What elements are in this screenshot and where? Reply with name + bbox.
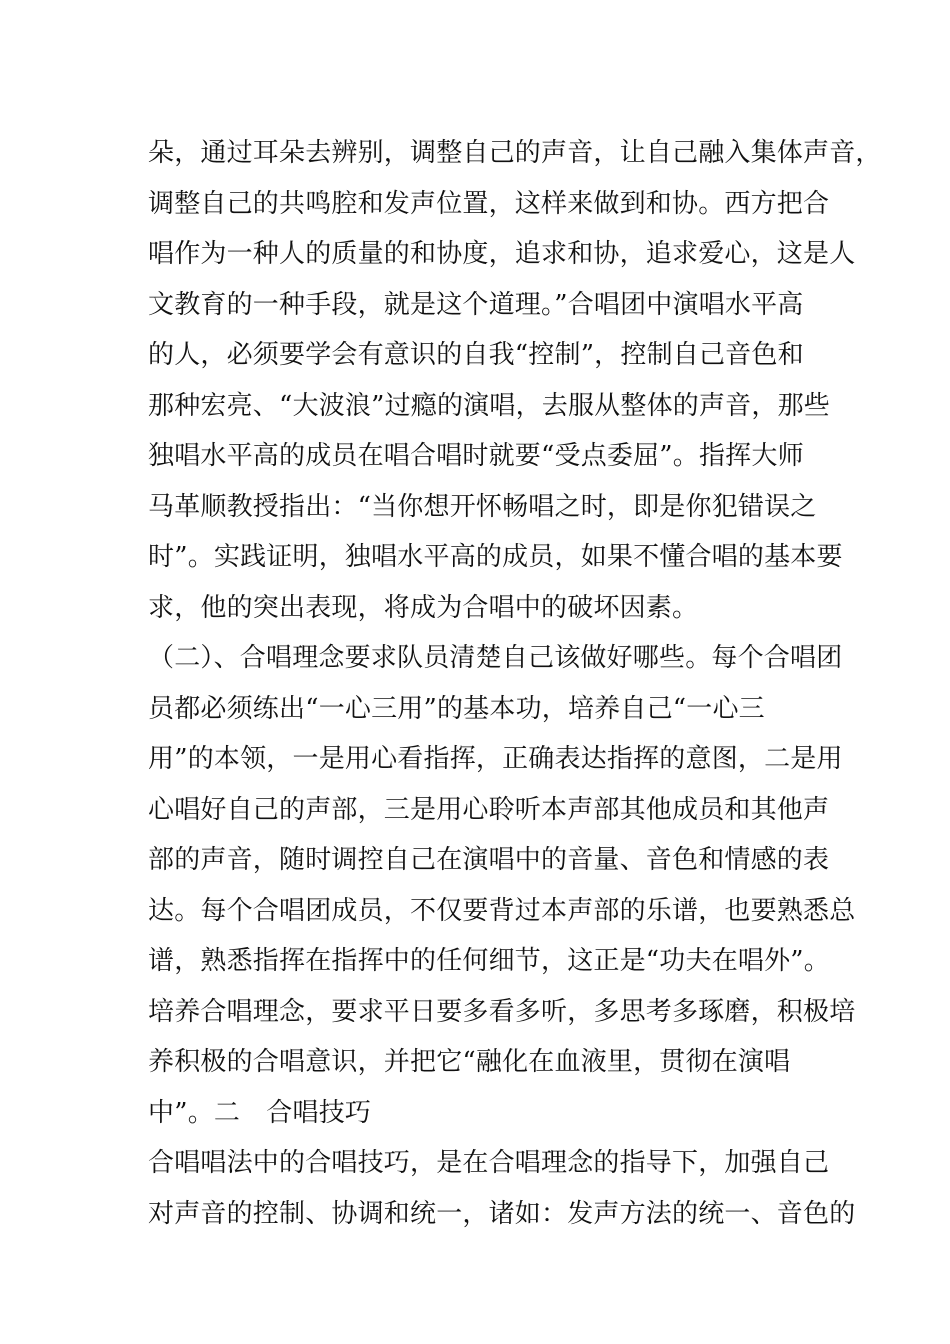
text-line: 用”的本领，一是用心看指挥，正确表达指挥的意图，二是用 [148,744,843,774]
text-line: 唱作为一种人的质量的和协度，追求和协，追求爱心，这是人 [148,239,856,269]
body-text [148,128,882,1239]
text-line: 谱，熟悉指挥在指挥中的任何细节，这正是“功夫在唱外”。 [148,946,830,976]
text-line: 养积极的合唱意识，并把它“融化在血液里，贯彻在演唱 [148,1047,791,1077]
text-line: 调整自己的共鸣腔和发声位置，这样来做到和协。西方把合 [148,188,830,219]
text-line: 对声音的控制、协调和统一，诸如：发声方法的统一、音色的 [148,1198,856,1229]
section-heading-line: （二）、合唱理念要求队员清楚自己该做好哪些。每个合唱团 [148,643,843,673]
text-line: 文教育的一种手段，就是这个道理。”合唱团中演唱水平高 [148,289,804,320]
text-line: 员都必须练出“一心三用”的基本功，培养自己“一心三 [148,693,765,724]
text-line: 心唱好自己的声部，三是用心聆听本声部其他成员和其他声 [148,794,830,825]
text-line: 那种宏亮、“大波浪”过瘾的演唱，去服从整体的声音，那些 [148,390,830,421]
text-line: 中”。二 合唱技巧 [148,1097,372,1128]
text-line: 的人，必须要学会有意识的自我“控制”，控制自己音色和 [148,340,804,370]
text-line: 合唱唱法中的合唱技巧，是在合唱理念的指导下，加强自己 [148,1148,830,1178]
text-line: 培养合唱理念，要求平日要多看多听，多思考多琢磨，积极培 [148,996,856,1027]
text-line: 达。每个合唱团成员，不仅要背过本声部的乐谱，也要熟悉总 [148,895,856,926]
text-line: 马革顺教授指出：“当你想开怀畅唱之时，即是你犯错误之 [148,491,817,522]
text-line: 求，他的突出表现，将成为合唱中的破坏因素。 [148,592,699,623]
text-line: 时”。实践证明，独唱水平高的成员，如果不懂合唱的基本要 [148,542,843,572]
text-line: 朵，通过耳朵去辨别，调整自己的声音，让自己融入集体声音， [148,138,882,168]
text-line: 独唱水平高的成员在唱合唱时就要“受点委屈”。指挥大师 [148,441,804,471]
text-line: 部的声音，随时调控自己在演唱中的音量、音色和情感的表 [148,845,830,875]
